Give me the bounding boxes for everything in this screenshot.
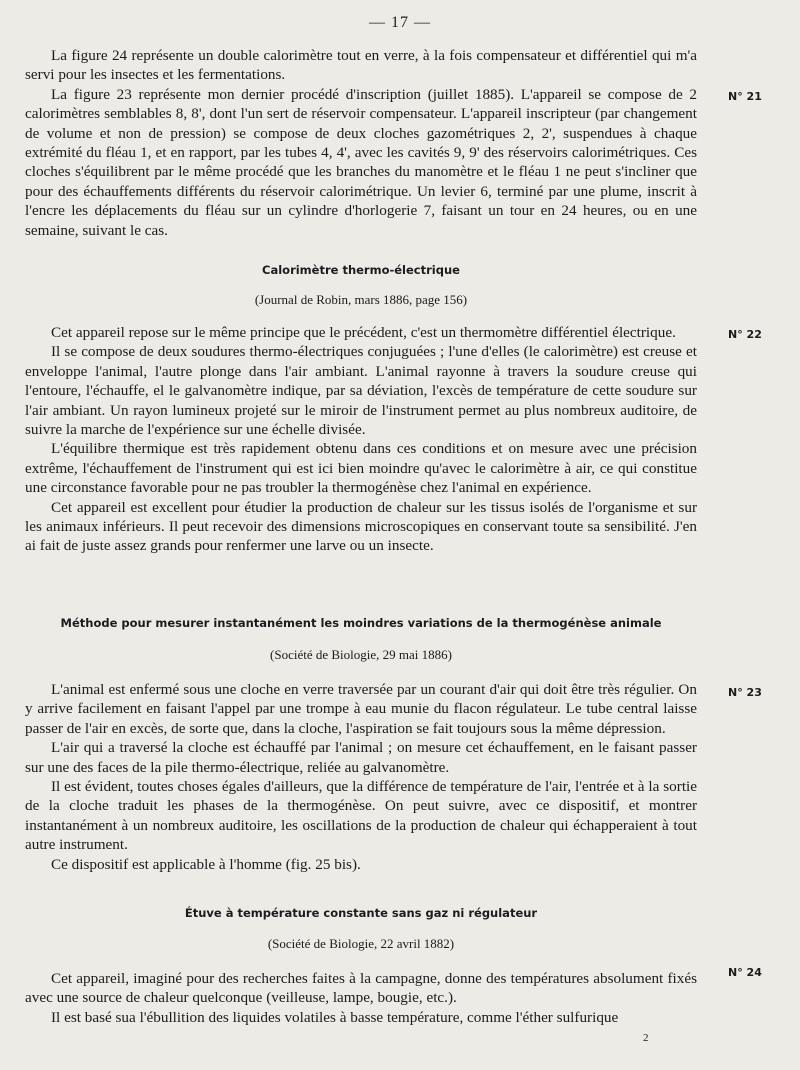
paragraph: L'animal est enfermé sous une cloche en verre traversée par un courant d'air qui doit être très régulier. On y arrive facilement en faisant l'appel par une trompe à eau munie du flacon régulateur. Le tube central laisse passer de l'air en excès, de sorte que, dans la cloche, l'aspiration se fait toujours sous la même dépression. (25, 681, 697, 737)
section-title-calorimetre: Calorimètre thermo-électrique (262, 263, 460, 277)
margin-ref-23: N° 23 (728, 686, 762, 699)
intro-paragraph-2: La figure 23 représente mon dernier procédé d'inscription (juillet 1885). L'appareil se compose de 2 calorimètres semblables 8, 8', dont l'un sert de réservoir compensateur. L'appareil inscripteur (par changement de volume et non de pression) se compose de deux cloches gazométriques 2, 2', suspendues à chaque extrémité du fléau 1, et en rapport, par les tubes 4, 4', avec les cavités 9, 9' des réservoirs calorimétriques. Ces cloches s'équilibrent par le même procédé que les branches du manomètre et le fléau 1 ne peut s'incliner que pour des échauffements différents du réservoir calorimétrique. Un levier 6, terminé par une plume, inscrit à l'encre les déplacements du fléau sur un cylindre d'horlogerie 7, faisant un tour en 24 heures, ou en une semaine, suivant le cas. (25, 85, 697, 239)
paragraph: Il est évident, toutes choses égales d'ailleurs, que la différence de température de l'air, l'entrée et à la sortie de la cloche traduit les phases de la thermogénèse. On peut suivre, avec ce dispositif, et montrer instantanément à un nombreux auditoire, les oscillations de la production de chaleur qui échapperaient à tout autre instrument. (25, 778, 697, 854)
section-body-methode (25, 680, 697, 874)
section-body-etuve (25, 969, 697, 1027)
page-number: — 17 — (369, 14, 431, 31)
intro-paragraph-1: La figure 24 représente un double calorimètre tout en verre, à la fois compensateur et différentiel qui m'a servi pour les insectes et les fermentations. (25, 47, 697, 84)
section-citation-calorimetre: (Journal de Robin, mars 1886, page 156) (254, 292, 468, 307)
section-title-etuve: Étuve à température constante sans gaz ni régulateur (184, 906, 538, 920)
intro-text (25, 46, 697, 240)
margin-ref-24: N° 24 (728, 966, 762, 979)
paragraph: Il se compose de deux soudures thermo-électriques conjuguées ; l'une d'elles (le calorimètre) est creuse et enveloppe l'animal, l'autre plonge dans l'air ambiant. L'animal rayonne à travers la soudure creuse qui l'entoure, l'échauffe, el le galvanomètre indique, par sa déviation, l'excès de température de cette soudure sur l'air ambiant. Un rayon lumineux projeté sur le miroir de l'instrument permet au plus nombreux auditoire, de suivre la marche de l'expérience sur une échelle divisée. (25, 343, 697, 439)
section-body-calorimetre (25, 323, 697, 556)
paragraph: Il est basé sua l'ébullition des liquides volatiles à basse température, comme l'éther sulfurique (51, 1008, 619, 1026)
paragraph: Ce dispositif est applicable à l'homme (fig. 25 bis). (51, 855, 361, 873)
paragraph: Cet appareil repose sur le même principe que le précédent, c'est un thermomètre différentiel électrique. (51, 324, 676, 341)
section-citation-etuve: (Société de Biologie, 22 avril 1882) (267, 936, 455, 951)
section-title-methode: Méthode pour mesurer instantanément les moindres variations de la thermogénèse animale (60, 616, 662, 630)
section-citation-methode: (Société de Biologie, 29 mai 1886) (270, 647, 452, 662)
margin-ref-21: N° 21 (728, 90, 762, 103)
paragraph: L'air qui a traversé la cloche est échauffé par l'animal ; on mesure cet échauffement, en le faisant passer sur une des faces de la pile thermo-électrique, reliée au galvanomètre. (25, 739, 697, 776)
paragraph: Cet appareil, imaginé pour des recherches faites à la campagne, donne des températures absolument fixés avec une source de chaleur quelconque (veilleuse, lampe, bougie, etc.). (25, 970, 697, 1007)
paragraph: Cet appareil est excellent pour étudier la production de chaleur sur les tissus isolés de l'organisme et sur les animaux inférieurs. Il peut recevoir des dimensions microscopiques en conservant toute sa sensibilité. J'en ai fait de juste assez grands pour renfermer une larve ou un insecte. (25, 498, 697, 555)
paragraph: L'équilibre thermique est très rapidement obtenu dans ces conditions et on mesure avec une précision extrême, l'échauffement de l'instrument qui est ici bien moindre qu'avec le calorimètre à air, ce qui constitue une circonstance favorable pour ne pas troubler la thermogénèse chez l'animal en expérience. (25, 440, 697, 497)
signature-mark: 2 (643, 1032, 649, 1044)
margin-ref-22: N° 22 (728, 328, 762, 341)
